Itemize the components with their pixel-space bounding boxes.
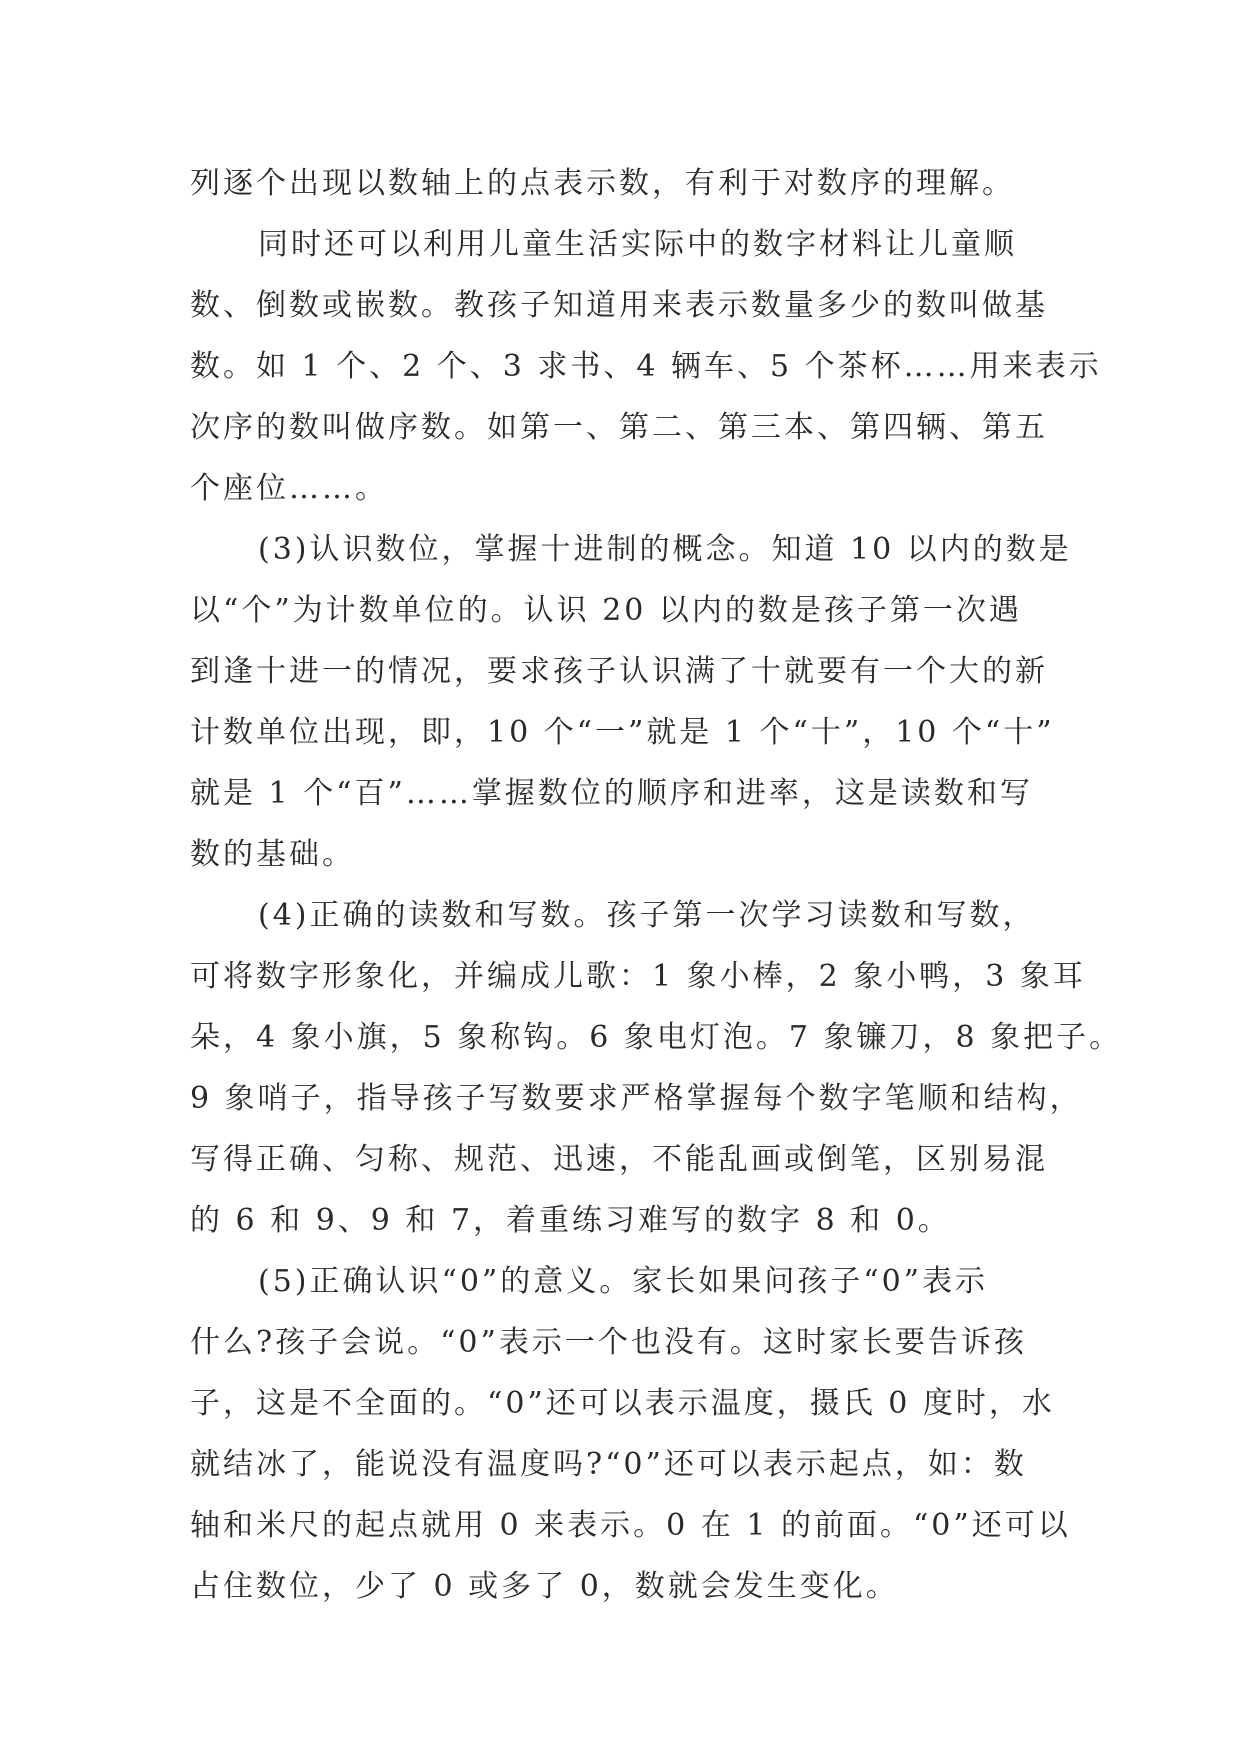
paragraph-reading-writing-numbers [190, 885, 1123, 1251]
text-line: 的 6 和 9、9 和 7，着重练习难写的数字 8 和 0。 [190, 1203, 951, 1238]
text-line: 可将数字形象化，并编成儿歌：1 象小棒，2 象小鸭，3 象耳 [190, 959, 1086, 994]
text-line: 列逐个出现以数轴上的点表示数，有利于对数序的理解。 [190, 166, 1015, 201]
text-line: (3)认识数位，掌握十进制的概念。知道 10 以内的数是 [258, 532, 1072, 567]
paragraph-number-line-continuation [190, 153, 1054, 214]
paragraph-place-value [190, 519, 1072, 885]
text-line: 占住数位，少了 0 或多了 0，数就会发生变化。 [190, 1569, 899, 1604]
text-line: 写得正确、匀称、规范、迅速，不能乱画或倒笔，区别易混 [190, 1142, 1048, 1177]
text-line: 数、倒数或嵌数。教孩子知道用来表示数量多少的数叫做基 [190, 288, 1048, 323]
text-line: 个座位……。 [190, 471, 388, 506]
text-line: 数的基础。 [190, 837, 355, 872]
text-line: 到逢十进一的情况，要求孩子认识满了十就要有一个大的新 [190, 654, 1048, 689]
text-line: (4)正确的读数和写数。孩子第一次学习读数和写数， [258, 898, 1036, 933]
text-line: 同时还可以利用儿童生活实际中的数字材料让儿童顺 [258, 227, 1017, 262]
text-line: 朵，4 象小旗，5 象称钩。6 象电灯泡。7 象镰刀，8 象把子。 [190, 1020, 1123, 1055]
text-line: (5)正确认识“0”的意义。家长如果问孩子“0”表示 [258, 1264, 989, 1299]
text-line: 就是 1 个“百”……掌握数位的顺序和进率，这是读数和写 [190, 776, 1033, 811]
text-line: 以“个”为计数单位的。认识 20 以内的数是孩子第一次遇 [190, 593, 1022, 628]
text-line: 什么?孩子会说。“0”表示一个也没有。这时家长要告诉孩 [190, 1325, 1027, 1360]
text-line: 就结冰了，能说没有温度吗?“0”还可以表示起点，如：数 [190, 1447, 1027, 1482]
text-line: 轴和米尺的起点就用 0 来表示。0 在 1 的前面。“0”还可以 [190, 1508, 1071, 1543]
text-line: 计数单位出现，即，10 个“一”就是 1 个“十”，10 个“十” [190, 715, 1055, 750]
text-line: 子，这是不全面的。“0”还可以表示温度，摄氏 0 度时，水 [190, 1386, 1055, 1421]
text-line: 次序的数叫做序数。如第一、第二、第三本、第四辆、第五 [190, 410, 1048, 445]
document-body [190, 153, 1123, 1617]
paragraph-meaning-of-zero [190, 1251, 1071, 1617]
paragraph-cardinal-ordinal [190, 214, 1102, 519]
text-line: 9 象哨子，指导孩子写数要求严格掌握每个数字笔顺和结构， [190, 1081, 1083, 1116]
text-line: 数。如 1 个、2 个、3 求书、4 辆车、5 个茶杯……用来表示 [190, 349, 1102, 384]
